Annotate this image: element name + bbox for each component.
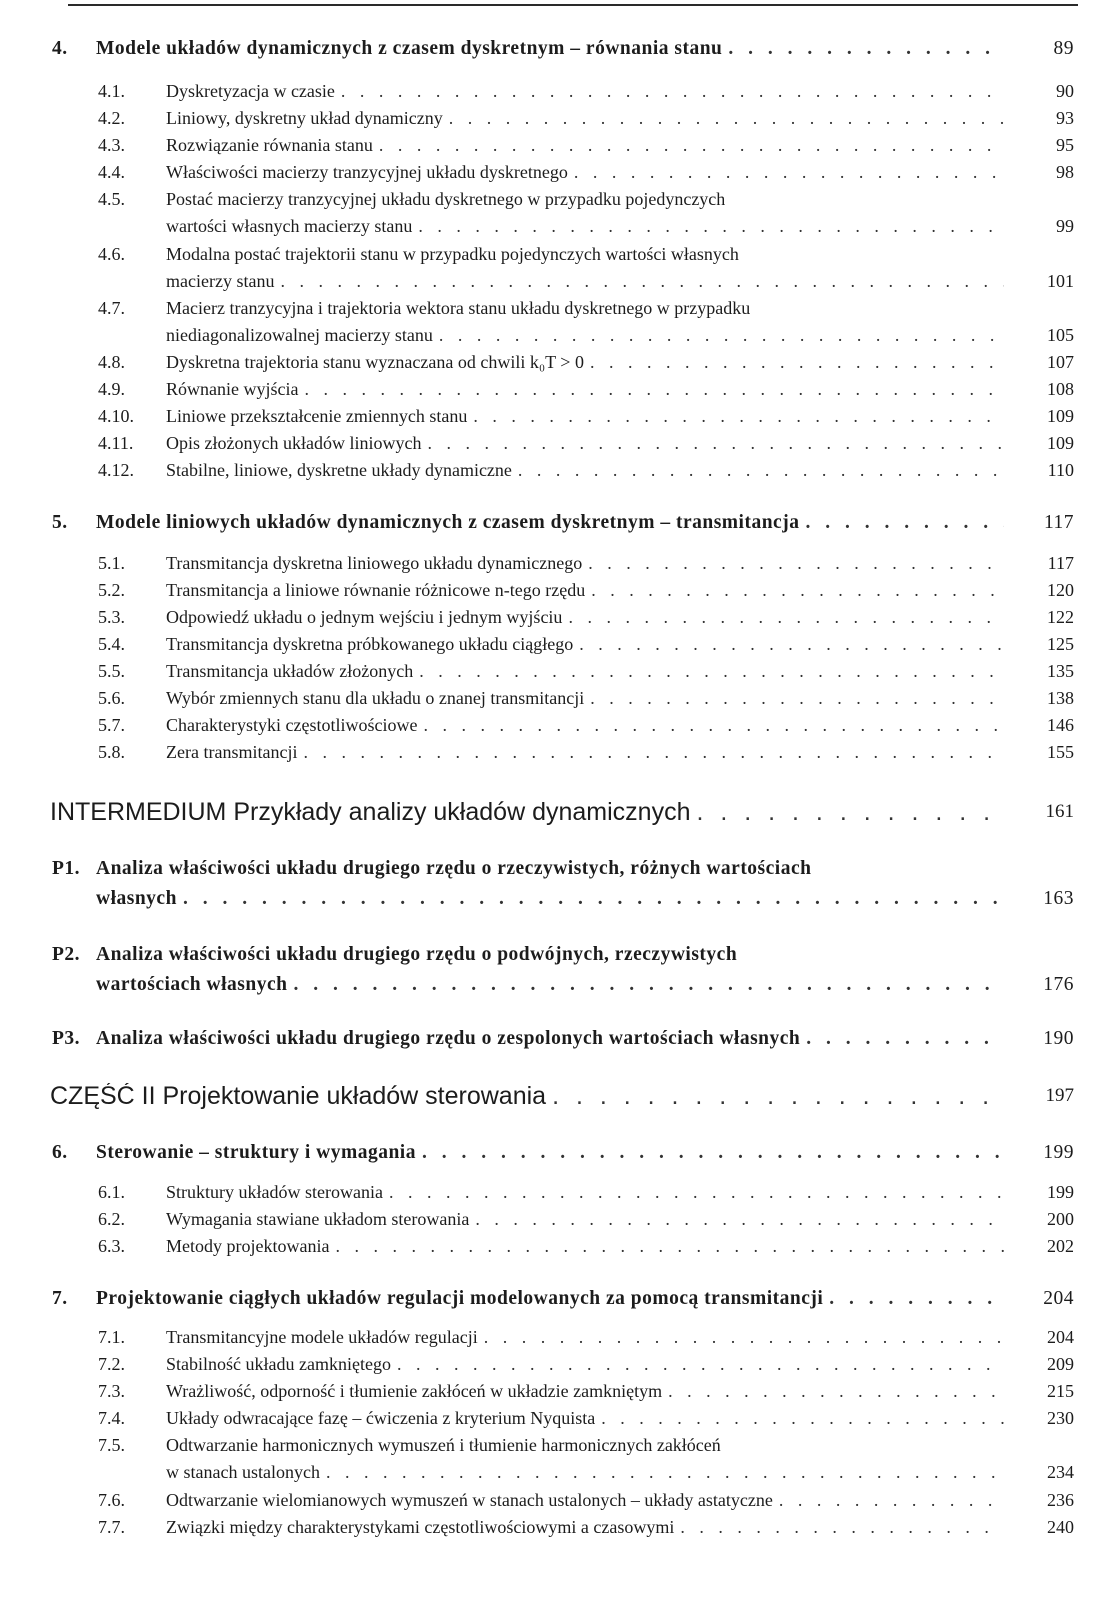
dot-leader	[668, 1378, 1004, 1404]
page-number: 99	[1056, 216, 1074, 236]
dot-leader	[518, 457, 1004, 483]
dot-leader	[590, 685, 1004, 711]
entry-title: w stanach ustalonych	[166, 1462, 320, 1482]
entry-title: Analiza właściwości układu drugiego rzędu o zespolonych wartościach własnych	[96, 1028, 801, 1049]
page-number: 161	[1045, 801, 1074, 822]
entry-title: Wybór zmiennych stanu dla układu o znanej transmitancji	[166, 688, 585, 708]
page-number: 95	[1056, 135, 1074, 155]
dot-leader	[183, 886, 1004, 912]
entry-number: 6.	[52, 1142, 68, 1163]
entry-number: 4.8.	[98, 352, 125, 372]
dot-leader	[389, 1179, 1004, 1205]
entry-number: 4.6.	[98, 244, 125, 264]
entry-title: Odpowiedź układu o jednym wejściu i jednym wyjściu	[166, 607, 563, 627]
entry-title: Liniowe przekształcenie zmiennych stanu	[166, 406, 468, 426]
entry-title: Modele układów dynamicznych z czasem dyskretnym – równania stanu	[96, 38, 723, 59]
dot-leader	[449, 105, 1004, 131]
entry-number: 4.11.	[98, 433, 134, 453]
entry-number: 7.1.	[98, 1327, 125, 1347]
page-number: 109	[1047, 433, 1074, 453]
entry-number: 4.1.	[98, 81, 125, 101]
entry-number: 6.3.	[98, 1236, 125, 1256]
entry-title: niediagonalizowalnej macierzy stanu	[166, 325, 433, 345]
entry-title: Transmitancja dyskretna liniowego układu dynamicznego	[166, 553, 583, 573]
entry-number: 5.5.	[98, 661, 125, 681]
entry-title: Modalna postać trajektorii stanu w przypadku pojedynczych wartości własnych	[166, 244, 739, 264]
entry-number: 4.	[52, 38, 68, 59]
dot-leader	[696, 799, 1004, 825]
page-number: 138	[1047, 688, 1074, 708]
dot-leader	[579, 631, 1004, 657]
dot-leader	[439, 322, 1004, 348]
page-number: 199	[1043, 1142, 1074, 1163]
entry-title: Zera transmitancji	[166, 742, 298, 762]
page-number: 89	[1053, 38, 1074, 59]
entry-title: Transmitancyjne modele układów regulacji	[166, 1327, 478, 1347]
entry-title: Odtwarzanie wielomianowych wymuszeń w stanach ustalonych – układy astatyczne	[166, 1490, 773, 1510]
entry-title: Stabilne, liniowe, dyskretne układy dynamiczne	[166, 460, 512, 480]
page-number: 117	[1047, 553, 1074, 573]
entry-title: Opis złożonych układów liniowych	[166, 433, 422, 453]
page-number: 204	[1043, 1288, 1074, 1309]
entry-number: P3.	[52, 1028, 81, 1049]
dot-leader	[728, 36, 1004, 62]
dot-leader	[568, 604, 1004, 630]
entry-title: Odtwarzanie harmonicznych wymuszeń i tłumienie harmonicznych zakłóceń	[166, 1435, 721, 1455]
entry-title: Równanie wyjścia	[166, 379, 299, 399]
dot-leader	[422, 1140, 1004, 1166]
page-number: 107	[1047, 352, 1074, 372]
entry-number: 7.5.	[98, 1435, 125, 1455]
entry-number: 7.2.	[98, 1354, 125, 1374]
dot-leader	[591, 577, 1004, 603]
page-number: 98	[1056, 162, 1074, 182]
page-number: 240	[1047, 1517, 1074, 1537]
dot-leader	[423, 712, 1004, 738]
entry-title: Analiza właściwości układu drugiego rzędu o rzeczywistych, różnych wartościach	[96, 858, 812, 879]
entry-title: wartości własnych macierzy stanu	[166, 216, 413, 236]
page-number: 190	[1043, 1028, 1074, 1049]
entry-title: Wymagania stawiane układom sterowania	[166, 1209, 470, 1229]
entry-number: 5.3.	[98, 607, 125, 627]
entry-title: Dyskretyzacja w czasie	[166, 81, 335, 101]
entry-number: P2.	[52, 944, 81, 965]
entry-title: Dyskretna trajektoria stanu wyznaczana od chwili k₀T > 0	[166, 352, 584, 372]
dot-leader	[779, 1487, 1004, 1513]
page-number: 122	[1047, 607, 1074, 627]
entry-number: 5.7.	[98, 715, 125, 735]
page-number: 146	[1047, 715, 1074, 735]
page-number: 202	[1047, 1236, 1074, 1256]
page-number: 120	[1047, 580, 1074, 600]
page-number: 230	[1047, 1408, 1074, 1428]
dot-leader	[341, 78, 1004, 104]
entry-title: Właściwości macierzy tranzycyjnej układu dyskretnego	[166, 162, 568, 182]
entry-number: 7.3.	[98, 1381, 125, 1401]
entry-title: Macierz tranzycyjna i trajektoria wektora stanu układu dyskretnego w przypadku	[166, 298, 751, 318]
entry-title: własnych	[96, 888, 177, 909]
dot-leader	[473, 403, 1004, 429]
page-number: 215	[1047, 1381, 1074, 1401]
entry-number: 7.6.	[98, 1490, 125, 1510]
page-number: 163	[1043, 888, 1074, 909]
entry-number: 4.10.	[98, 406, 134, 426]
entry-number: 4.4.	[98, 162, 125, 182]
dot-leader	[805, 510, 1004, 536]
dot-leader	[397, 1351, 1004, 1377]
page-number: 155	[1047, 742, 1074, 762]
page-number: 109	[1047, 406, 1074, 426]
page-number: 90	[1056, 81, 1074, 101]
page-number: 176	[1043, 974, 1074, 995]
page-number: 125	[1047, 634, 1074, 654]
entry-title: macierzy stanu	[166, 271, 275, 291]
entry-number: 5.8.	[98, 742, 125, 762]
dot-leader	[574, 159, 1004, 185]
dot-leader	[588, 550, 1004, 576]
entry-number: 7.7.	[98, 1517, 125, 1537]
entry-title: Sterowanie – struktury i wymagania	[96, 1142, 416, 1163]
entry-title: wartościach własnych	[96, 974, 288, 995]
entry-number: 5.1.	[98, 553, 125, 573]
page-number: 209	[1047, 1354, 1074, 1374]
page-number: 101	[1047, 271, 1074, 291]
dot-leader	[484, 1324, 1004, 1350]
dot-leader	[419, 658, 1004, 684]
page-number: 199	[1047, 1182, 1074, 1202]
entry-number: 4.12.	[98, 460, 134, 480]
entry-title: Projektowanie ciągłych układów regulacji modelowanych za pomocą transmitancji	[96, 1288, 824, 1309]
entry-number: 4.7.	[98, 298, 125, 318]
entry-number: 5.	[52, 512, 68, 533]
page-number: 236	[1047, 1490, 1074, 1510]
entry-number: 5.6.	[98, 688, 125, 708]
page-number: 105	[1047, 325, 1074, 345]
dot-leader	[475, 1206, 1004, 1232]
dot-leader	[326, 1459, 1004, 1485]
page-number: 200	[1047, 1209, 1074, 1229]
dot-leader	[418, 213, 1004, 239]
dot-leader	[590, 349, 1004, 375]
entry-number: 4.9.	[98, 379, 125, 399]
entry-title: Wrażliwość, odporność i tłumienie zakłóceń w układzie zamkniętym	[166, 1381, 663, 1401]
entry-title: Stabilność układu zamkniętego	[166, 1354, 391, 1374]
page-number: 108	[1047, 379, 1074, 399]
page-number: 234	[1047, 1462, 1074, 1482]
entry-title: Rozwiązanie równania stanu	[166, 135, 373, 155]
entry-number: 4.5.	[98, 189, 125, 209]
dot-leader	[304, 376, 1004, 402]
entry-number: 5.4.	[98, 634, 125, 654]
dot-leader	[280, 268, 1004, 294]
dot-leader	[552, 1083, 1004, 1109]
dot-leader	[379, 132, 1004, 158]
entry-title: Transmitancja a liniowe równanie różnicowe n-tego rzędu	[166, 580, 586, 600]
entry-number: 4.3.	[98, 135, 125, 155]
dot-leader	[829, 1286, 1004, 1312]
entry-title: Układy odwracające fazę – ćwiczenia z kryterium Nyquista	[166, 1408, 596, 1428]
entry-title: Postać macierzy tranzycyjnej układu dyskretnego w przypadku pojedynczych	[166, 189, 726, 209]
entry-title: Transmitancja układów złożonych	[166, 661, 414, 681]
page-number: 204	[1047, 1327, 1074, 1347]
entry-number: 4.2.	[98, 108, 125, 128]
page-number: 93	[1056, 108, 1074, 128]
entry-number: P1.	[52, 858, 81, 879]
entry-title: INTERMEDIUM Przykłady analizy układów dynamicznych	[50, 799, 691, 825]
entry-number: 7.4.	[98, 1408, 125, 1428]
entry-title: Metody projektowania	[166, 1236, 330, 1256]
entry-number: 5.2.	[98, 580, 125, 600]
page-number: 110	[1047, 460, 1074, 480]
entry-number: 6.1.	[98, 1182, 125, 1202]
dot-leader	[293, 972, 1004, 998]
dot-leader	[427, 430, 1004, 456]
entry-title: Transmitancja dyskretna próbkowanego układu ciągłego	[166, 634, 574, 654]
entry-title: Struktury układów sterowania	[166, 1182, 383, 1202]
dot-leader	[601, 1405, 1004, 1431]
entry-title: Związki między charakterystykami częstotliwościowymi a czasowymi	[166, 1517, 675, 1537]
page-number: 117	[1043, 512, 1074, 533]
entry-number: 6.2.	[98, 1209, 125, 1229]
page-number: 135	[1047, 661, 1074, 681]
dot-leader	[680, 1514, 1004, 1540]
entry-title: Analiza właściwości układu drugiego rzędu o podwójnych, rzeczywistych	[96, 944, 738, 965]
entry-title: Modele liniowych układów dynamicznych z czasem dyskretnym – transmitancja	[96, 512, 800, 533]
dot-leader	[806, 1026, 1004, 1052]
entry-title: CZĘŚĆ II Projektowanie układów sterowania	[50, 1083, 547, 1109]
dot-leader	[335, 1233, 1004, 1259]
dot-leader	[303, 739, 1004, 765]
entry-number: 7.	[52, 1288, 68, 1309]
entry-title: Charakterystyki częstotliwościowe	[166, 715, 418, 735]
page-number: 197	[1045, 1085, 1074, 1106]
entry-title: Liniowy, dyskretny układ dynamiczny	[166, 108, 443, 128]
